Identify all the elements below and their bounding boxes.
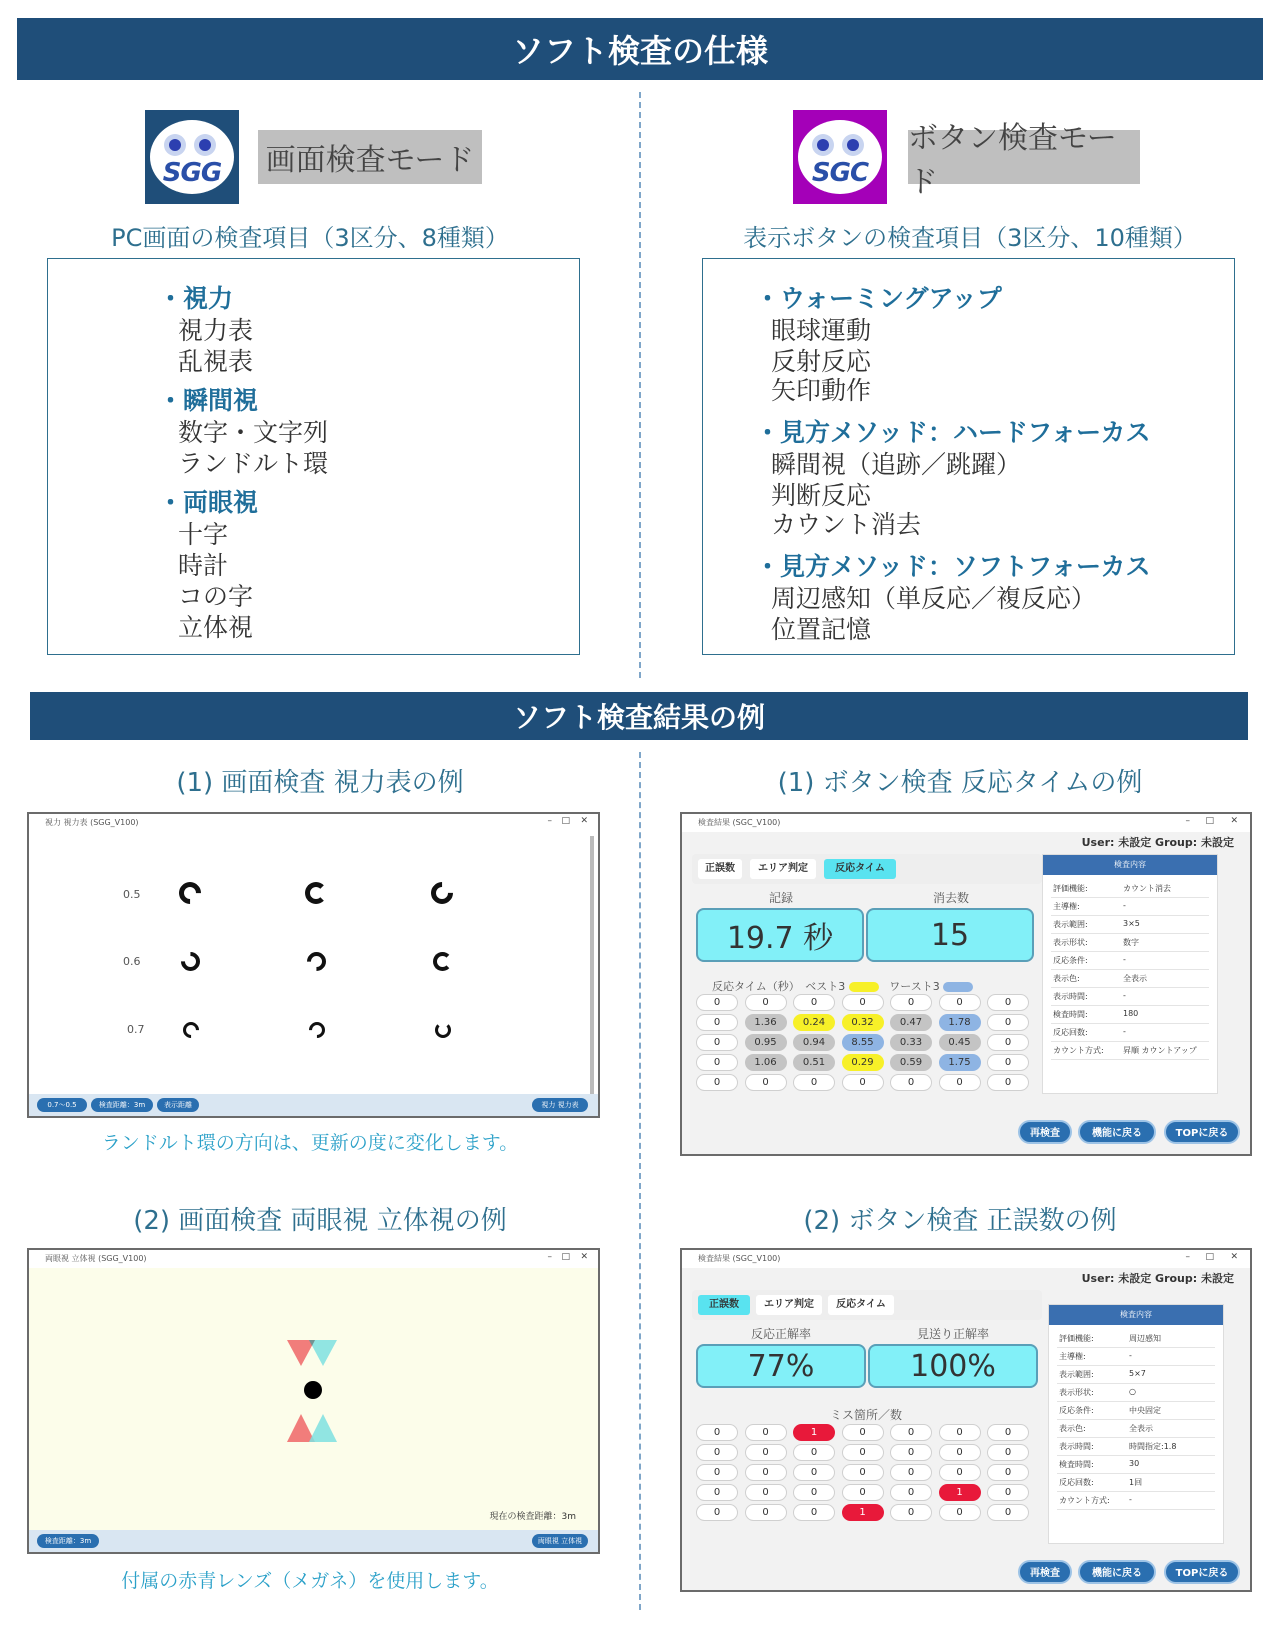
sgg-logo: SGG [145, 110, 239, 204]
grid-cell: 0 [696, 1424, 738, 1441]
grid-cell: 0 [939, 1424, 981, 1441]
stereo-window [27, 1248, 600, 1554]
category-label: ・見方メソッド：ハードフォーカス [755, 418, 1151, 447]
back-to-function-button[interactable]: 機能に戻る [1078, 1560, 1156, 1584]
grid-cell: 0 [890, 1074, 932, 1091]
list-item: 判断反応 [771, 481, 872, 510]
detail-value: 30 [1129, 1459, 1140, 1468]
grid-cell: 0.94 [793, 1034, 835, 1051]
detail-value: 昇順 カウントアップ [1123, 1046, 1197, 1055]
grid-cell: 0 [793, 1464, 835, 1481]
detail-key: 反応回数: [1059, 1478, 1094, 1487]
category-label: ・視力 [158, 284, 234, 313]
grid-cell: 0 [987, 1464, 1029, 1481]
minimize-icon[interactable]: – [1185, 1252, 1190, 1262]
maximize-icon[interactable]: □ [561, 1252, 570, 1262]
landolt-ring [177, 948, 204, 975]
mode-select[interactable]: 両眼視 立体視 [532, 1534, 588, 1548]
retest-button[interactable]: 再検査 [1018, 1120, 1072, 1144]
detail-value: 周辺感知 [1129, 1334, 1161, 1343]
tab-correct-count[interactable]: 正誤数 [698, 859, 742, 879]
detail-key: カウント方式: [1059, 1496, 1110, 1505]
button-mode-label: ボタン検査モード [908, 130, 1140, 184]
detail-value: - [1123, 991, 1126, 1000]
list-item: 視力表 [178, 316, 254, 345]
grid-cell: 0 [745, 1444, 787, 1461]
grid-cell: 0 [842, 1484, 884, 1501]
detail-value: 全表示 [1123, 974, 1147, 983]
current-distance: 現在の検査距離：3m [489, 1512, 576, 1522]
back-to-function-button[interactable]: 機能に戻る [1078, 1120, 1156, 1144]
range-select[interactable]: 0.7～0.5 [37, 1098, 87, 1112]
detail-divider [1051, 933, 1209, 934]
grid-cell: 0 [939, 1504, 981, 1521]
grid-cell: 0 [987, 1054, 1029, 1071]
grid-cell: 0.32 [842, 1014, 884, 1031]
grid-cell: 0 [890, 1444, 932, 1461]
detail-key: 表示時間: [1053, 992, 1088, 1001]
side-header: 検査内容 [1043, 855, 1217, 875]
grid-cell: 0 [696, 1054, 738, 1071]
detail-divider [1051, 1005, 1209, 1006]
acuity-row-label: 0.7 [127, 1023, 145, 1036]
spec-divider [639, 92, 641, 678]
detail-divider [1051, 1041, 1209, 1042]
maximize-icon[interactable]: □ [561, 816, 570, 826]
stereo-figure [285, 1338, 345, 1450]
results-banner: ソフト検査結果の例 [30, 692, 1248, 740]
back-to-top-button[interactable]: TOPに戻る [1164, 1560, 1240, 1584]
example3-title: (1) ボタン検査 反応タイムの例 [777, 768, 1143, 798]
list-item: 時計 [178, 551, 229, 580]
example2-title: (2) 画面検査 両眼視 立体視の例 [133, 1206, 507, 1236]
maximize-icon[interactable]: □ [1205, 816, 1214, 826]
detail-value: 3×5 [1123, 919, 1140, 928]
grid-cell: 0 [696, 1504, 738, 1521]
maximize-icon[interactable]: □ [1205, 1252, 1214, 1262]
grid-cell: 1.75 [939, 1054, 981, 1071]
button-subtitle: 表示ボタンの検査項目（3区分、10種類） [743, 224, 1197, 252]
detail-value: - [1123, 901, 1126, 910]
detail-key: 表示時間: [1059, 1442, 1094, 1451]
detail-value: 1回 [1129, 1478, 1143, 1487]
detail-value: - [1123, 1027, 1126, 1036]
grid-cell: 0 [696, 1034, 738, 1051]
grid-cell: 0 [890, 1424, 932, 1441]
grid-cell: 0 [842, 1464, 884, 1481]
grid-cell: 0 [842, 994, 884, 1011]
grid-cell: 0.33 [890, 1034, 932, 1051]
spec-banner: ソフト検査の仕様 [17, 18, 1263, 80]
detail-value: 5×7 [1129, 1369, 1146, 1378]
grid-cell: 0 [793, 1074, 835, 1091]
detail-value: - [1129, 1351, 1132, 1360]
grid-cell: 0 [696, 1074, 738, 1091]
grid-cell: 0 [793, 994, 835, 1011]
grid-cell: 0 [987, 1424, 1029, 1441]
grid-cell: 0 [696, 1464, 738, 1481]
skip-accuracy-label: 見送り正解率 [916, 1327, 989, 1341]
detail-key: 表示範囲: [1059, 1370, 1094, 1379]
list-item: ランドルト環 [178, 449, 329, 478]
detail-value: 180 [1123, 1009, 1139, 1018]
window-title: 検査結果 (SGC_V100) [682, 814, 1250, 832]
detail-divider [1051, 897, 1209, 898]
detail-divider [1051, 1059, 1209, 1060]
user-group-status: User: 未設定 Group: 未設定 [1081, 836, 1234, 849]
detail-divider [1057, 1419, 1215, 1420]
distance-select[interactable]: 検査距離：3m [37, 1534, 99, 1548]
detail-value: 全表示 [1129, 1424, 1153, 1433]
detail-divider [1051, 987, 1209, 988]
worst-swatch [943, 982, 973, 992]
grid-cell: 0 [987, 1014, 1029, 1031]
reaction-legend: 反応タイム（秒） ベスト3 ワースト3 [712, 978, 1042, 994]
grid-cell: 0 [696, 1014, 738, 1031]
grid-cell: 1 [842, 1504, 884, 1521]
detail-key: 表示形状: [1053, 938, 1088, 947]
list-item: 反射反応 [771, 347, 872, 376]
grid-cell: 8.55 [842, 1034, 884, 1051]
record-value: 19.7 秒 [696, 908, 864, 962]
example2-caption: 付属の赤青レンズ（メガネ）を使用します。 [121, 1570, 499, 1592]
test-detail-panel [1048, 1304, 1224, 1544]
detail-divider [1057, 1509, 1215, 1510]
landolt-ring [303, 948, 330, 975]
window-title: 両眼視 立体視 (SGG_V100) [29, 1250, 598, 1268]
grid-cell: 0.29 [842, 1054, 884, 1071]
detail-value: - [1129, 1495, 1132, 1504]
detail-key: 検査時間: [1059, 1460, 1094, 1469]
best-swatch [849, 982, 879, 992]
grid-cell: 0 [696, 994, 738, 1011]
grid-cell: 0 [890, 994, 932, 1011]
grid-cell: 0.45 [939, 1034, 981, 1051]
grid-cell: 0.51 [793, 1054, 835, 1071]
landolt-ring [174, 877, 205, 908]
example4-title: (2) ボタン検査 正誤数の例 [803, 1206, 1117, 1236]
grid-cell: 0 [987, 1444, 1029, 1461]
record-label: 記録 [768, 891, 793, 905]
display-distance-button[interactable]: 表示距離 [157, 1098, 199, 1112]
detail-key: 反応条件: [1053, 956, 1088, 965]
landolt-ring [306, 1019, 329, 1042]
grid-cell: 0 [987, 1074, 1029, 1091]
detail-key: 表示範囲: [1053, 920, 1088, 929]
detail-key: 表示色: [1053, 974, 1080, 983]
grid-cell: 0 [842, 1074, 884, 1091]
mode-select[interactable]: 視力 視力表 [532, 1098, 588, 1112]
landolt-ring [180, 1019, 203, 1042]
retest-button[interactable]: 再検査 [1018, 1560, 1072, 1584]
detail-value: カウント消去 [1123, 884, 1171, 893]
skip-accuracy-value: 100% [868, 1344, 1038, 1388]
grid-cell: 0 [890, 1484, 932, 1501]
grid-cell: 0 [745, 1464, 787, 1481]
scrollbar[interactable] [590, 836, 594, 1104]
detail-divider [1051, 951, 1209, 952]
grid-cell: 0 [696, 1484, 738, 1501]
grid-cell: 0 [745, 994, 787, 1011]
grid-cell: 0 [842, 1424, 884, 1441]
minimize-icon[interactable]: – [1185, 816, 1190, 826]
grid-cell: 0 [939, 1074, 981, 1091]
tab-area-judge[interactable]: エリア判定 [750, 859, 816, 879]
detail-value: 数字 [1123, 938, 1139, 947]
grid-cell: 0 [939, 994, 981, 1011]
landolt-ring [433, 952, 452, 971]
screen-subtitle: PC画面の検査項目（3区分、8種類） [111, 224, 509, 252]
close-icon[interactable]: ✕ [580, 1252, 588, 1262]
acuity-window [27, 812, 600, 1118]
list-item: 位置記憶 [771, 615, 872, 644]
sgc-logo: SGC [793, 110, 887, 204]
grid-cell: 0 [696, 1444, 738, 1461]
erase-count-label: 消去数 [932, 891, 969, 905]
minimize-icon[interactable]: – [547, 816, 552, 826]
detail-divider [1057, 1437, 1215, 1438]
grid-cell: 0 [939, 1464, 981, 1481]
landolt-ring [435, 1022, 451, 1038]
detail-divider [1057, 1455, 1215, 1456]
detail-value: ○ [1129, 1387, 1136, 1396]
grid-cell: 0.47 [890, 1014, 932, 1031]
grid-cell: 1.78 [939, 1014, 981, 1031]
landolt-ring [426, 877, 457, 908]
screen-item-list [47, 258, 580, 655]
detail-key: 主導権: [1059, 1352, 1086, 1361]
list-item: 矢印動作 [771, 376, 872, 405]
acuity-row-label: 0.6 [123, 955, 141, 968]
button-item-list [702, 258, 1235, 655]
results-divider [639, 752, 641, 1610]
distance-select[interactable]: 検査距離：3m [91, 1098, 153, 1112]
grid-cell: 1 [793, 1424, 835, 1441]
reaction-accuracy-value: 77% [696, 1344, 866, 1388]
grid-cell: 0 [793, 1444, 835, 1461]
list-item: 眼球運動 [771, 316, 872, 345]
detail-value: 中央固定 [1129, 1406, 1161, 1415]
correct-count-window [680, 1248, 1252, 1592]
list-item: 周辺感知（単反応／複反応） [771, 584, 1097, 613]
detail-divider [1051, 915, 1209, 916]
close-icon[interactable]: ✕ [1230, 816, 1238, 826]
grid-cell: 0 [793, 1484, 835, 1501]
grid-cell: 0.95 [745, 1034, 787, 1051]
landolt-ring [305, 882, 327, 904]
detail-value: - [1123, 955, 1126, 964]
reaction-grid [696, 994, 1036, 1099]
detail-key: 表示色: [1059, 1424, 1086, 1433]
detail-divider [1057, 1347, 1215, 1348]
grid-cell: 1.06 [745, 1054, 787, 1071]
window-title: 視力 視力表 (SGG_V100) [45, 818, 139, 827]
list-item: 瞬間視（追跡／跳躍） [771, 450, 1022, 479]
grid-cell: 0 [890, 1504, 932, 1521]
user-group-status: User: 未設定 Group: 未設定 [1081, 1272, 1234, 1285]
side-header: 検査内容 [1049, 1305, 1223, 1325]
detail-divider [1051, 1023, 1209, 1024]
detail-divider [1051, 969, 1209, 970]
detail-key: 反応回数: [1053, 1028, 1088, 1037]
tab-reaction-time[interactable]: 反応タイム [824, 859, 896, 879]
bottom-bar [29, 1530, 598, 1552]
grid-cell: 0 [987, 1034, 1029, 1051]
screen-mode-label: 画面検査モード [258, 130, 482, 184]
detail-key: カウント方式: [1053, 1046, 1104, 1055]
detail-divider [1057, 1401, 1215, 1402]
grid-cell: 0 [745, 1424, 787, 1441]
tab-reaction-time[interactable]: 反応タイム [828, 1295, 894, 1315]
grid-cell: 0.59 [890, 1054, 932, 1071]
miss-location-label: ミス箇所／数 [829, 1408, 902, 1422]
example1-caption: ランドルト環の方向は、更新の度に変化します。 [101, 1132, 519, 1154]
list-item: 乱視表 [178, 347, 254, 376]
detail-key: 評価機能: [1059, 1334, 1094, 1343]
category-label: ・両眼視 [158, 488, 259, 517]
back-to-top-button[interactable]: TOPに戻る [1164, 1120, 1240, 1144]
grid-cell: 1 [939, 1484, 981, 1501]
list-item: カウント消去 [771, 510, 922, 539]
grid-cell: 0 [745, 1074, 787, 1091]
detail-key: 評価機能: [1053, 884, 1088, 893]
detail-value: 時間指定:1.8 [1129, 1442, 1177, 1451]
grid-cell: 0 [745, 1484, 787, 1501]
example1-title: (1) 画面検査 視力表の例 [176, 768, 464, 798]
list-item: コの字 [178, 582, 254, 611]
detail-key: 表示形状: [1059, 1388, 1094, 1397]
detail-divider [1057, 1491, 1215, 1492]
category-label: ・見方メソッド：ソフトフォーカス [755, 552, 1151, 581]
tab-correct-count[interactable]: 正誤数 [698, 1295, 750, 1315]
detail-divider [1057, 1473, 1215, 1474]
minimize-icon[interactable]: – [547, 1252, 552, 1262]
grid-cell: 0 [987, 1504, 1029, 1521]
window-title: 検査結果 (SGC_V100) [682, 1250, 1250, 1268]
close-icon[interactable]: ✕ [1230, 1252, 1238, 1262]
detail-key: 検査時間: [1053, 1010, 1088, 1019]
list-item: 十字 [178, 520, 229, 549]
category-label: ・ウォーミングアップ [755, 284, 1002, 313]
grid-cell: 0 [793, 1504, 835, 1521]
grid-cell: 0 [939, 1444, 981, 1461]
test-detail-panel [1042, 854, 1218, 1094]
tab-area-judge[interactable]: エリア判定 [756, 1295, 822, 1315]
reaction-window [680, 812, 1252, 1156]
grid-cell: 0 [987, 994, 1029, 1011]
acuity-row-label: 0.5 [123, 888, 141, 901]
grid-cell: 0 [745, 1504, 787, 1521]
detail-divider [1057, 1383, 1215, 1384]
close-icon[interactable]: ✕ [580, 816, 588, 826]
detail-key: 反応条件: [1059, 1406, 1094, 1415]
detail-divider [1057, 1365, 1215, 1366]
grid-cell: 0 [842, 1444, 884, 1461]
list-item: 数字・文字列 [178, 418, 329, 447]
erase-count-value: 15 [866, 908, 1034, 962]
list-item: 立体視 [178, 613, 254, 642]
grid-cell: 0 [890, 1464, 932, 1481]
detail-key: 主導権: [1053, 902, 1080, 911]
reaction-accuracy-label: 反応正解率 [750, 1327, 811, 1341]
category-label: ・瞬間視 [158, 386, 259, 415]
miss-grid [696, 1424, 1036, 1529]
grid-cell: 0 [987, 1484, 1029, 1501]
grid-cell: 0.24 [793, 1014, 835, 1031]
grid-cell: 1.36 [745, 1014, 787, 1031]
